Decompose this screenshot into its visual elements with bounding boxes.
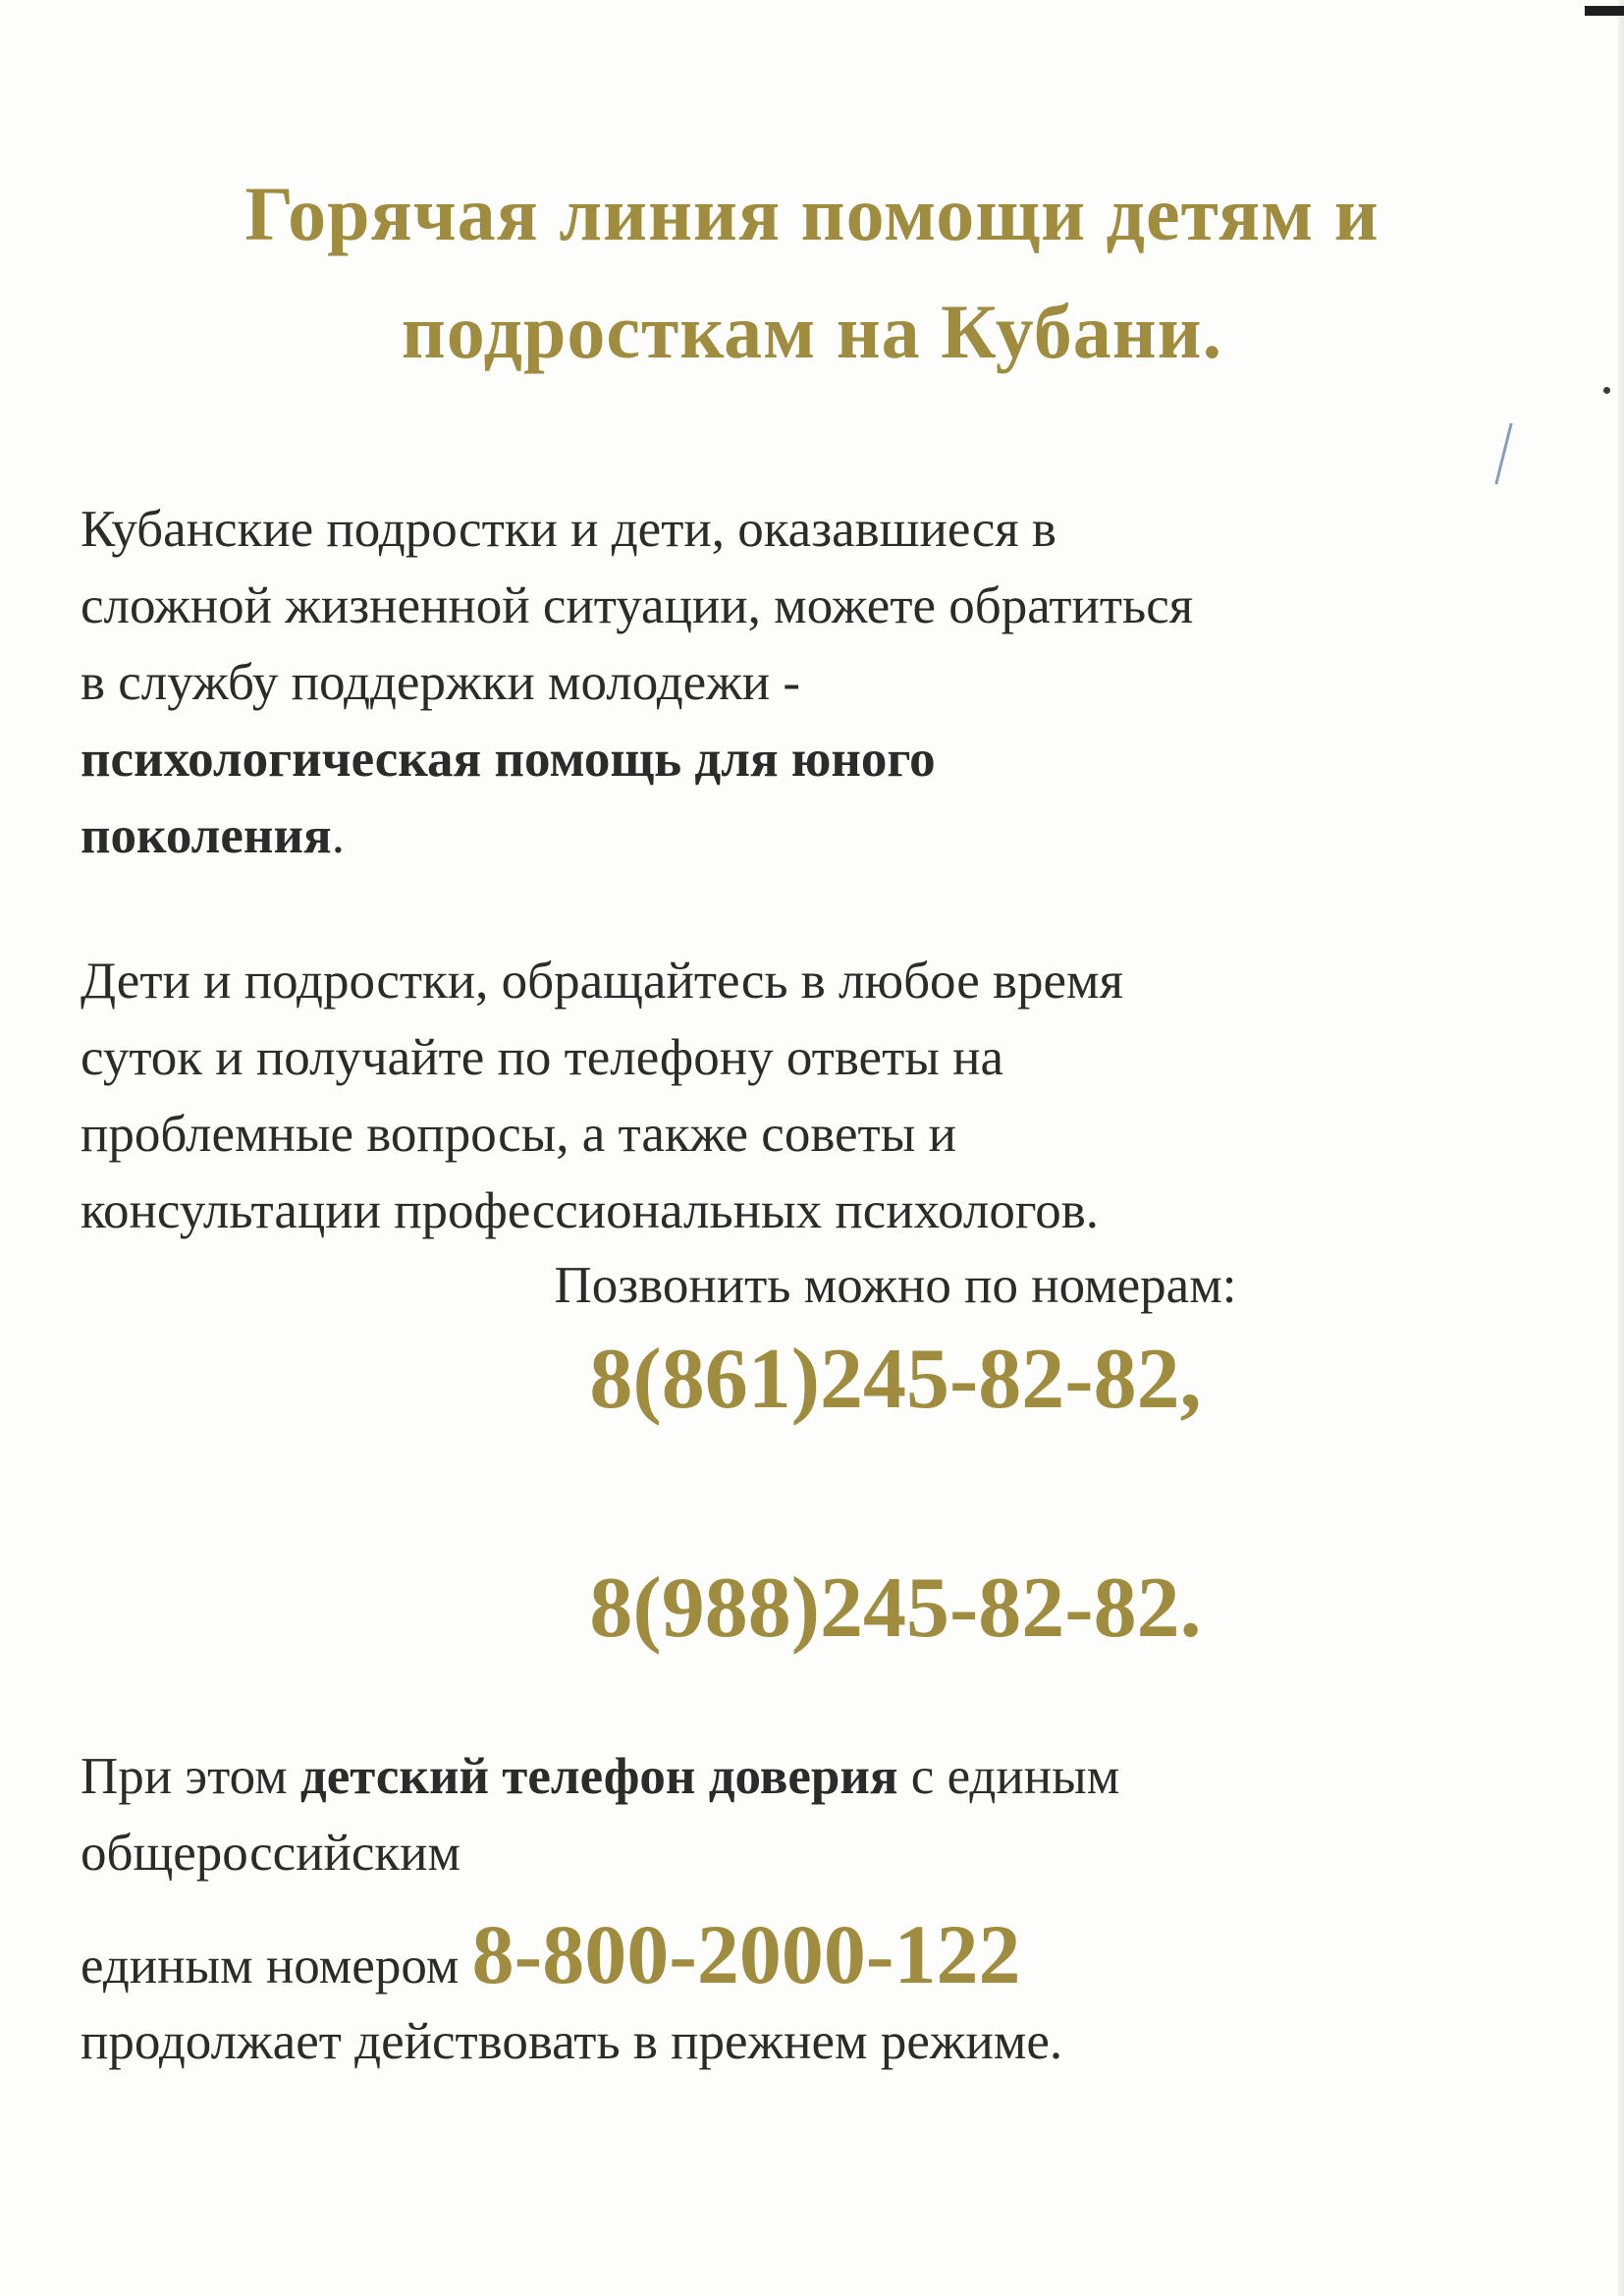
- pen-stroke-mark: [1494, 423, 1512, 485]
- service-line-3: проблемные вопросы, а также советы и: [81, 1106, 956, 1163]
- hotline-line-1: [81, 1738, 1553, 1815]
- hotline-suffix: с единым: [897, 1748, 1120, 1805]
- call-prompt: Позвонить можно по номерам:: [554, 1257, 1237, 1314]
- service-line-1: Дети и подростки, обращайтесь в любое время: [81, 953, 1123, 1010]
- intro-line-1: Кубанские подростки и дети, оказавшиеся в: [81, 501, 1056, 558]
- hotline-number: 8-800-2000-122: [471, 1907, 1021, 2001]
- title-line-2: подросткам на Кубани.: [401, 289, 1223, 374]
- document-title: [0, 155, 1624, 391]
- hotline-line-2: общероссийским: [81, 1825, 461, 1882]
- scan-corner-mark: [1585, 6, 1624, 16]
- hotline-number-row: [81, 1900, 1021, 2020]
- hotline-prefix: При этом: [81, 1748, 300, 1805]
- phone-number-2: 8(988)245-82-82.: [589, 1560, 1202, 1656]
- service-paragraph: [81, 943, 1553, 1249]
- service-line-4: консультации профессиональных психологов.: [81, 1182, 1100, 1239]
- intro-line-2: сложной жизненной ситуации, можете обратиться: [81, 577, 1194, 634]
- intro-bold-line-2-wrap: [81, 797, 1553, 874]
- closing-line: продолжает действовать в прежнем режиме.: [81, 2013, 1063, 2070]
- intro-end-period: .: [331, 807, 345, 864]
- intro-bold-line-1: психологическая помощь для юного: [81, 731, 936, 788]
- intro-bold-line-2: поколения: [81, 807, 332, 864]
- intro-paragraph: [81, 491, 1553, 874]
- intro-line-3: в службу поддержки молодежи -: [81, 654, 801, 711]
- hotline-paragraph: [81, 1738, 1553, 1891]
- phone-number-1: 8(861)245-82-82,: [589, 1332, 1202, 1427]
- service-line-2: суток и получайте по телефону ответы на: [81, 1029, 1003, 1086]
- hotline-number-label: единым номером: [81, 1938, 472, 1995]
- title-line-1: Горячая линия помощи детям и: [244, 171, 1380, 256]
- hotline-bold-name: детский телефон доверия: [299, 1748, 898, 1805]
